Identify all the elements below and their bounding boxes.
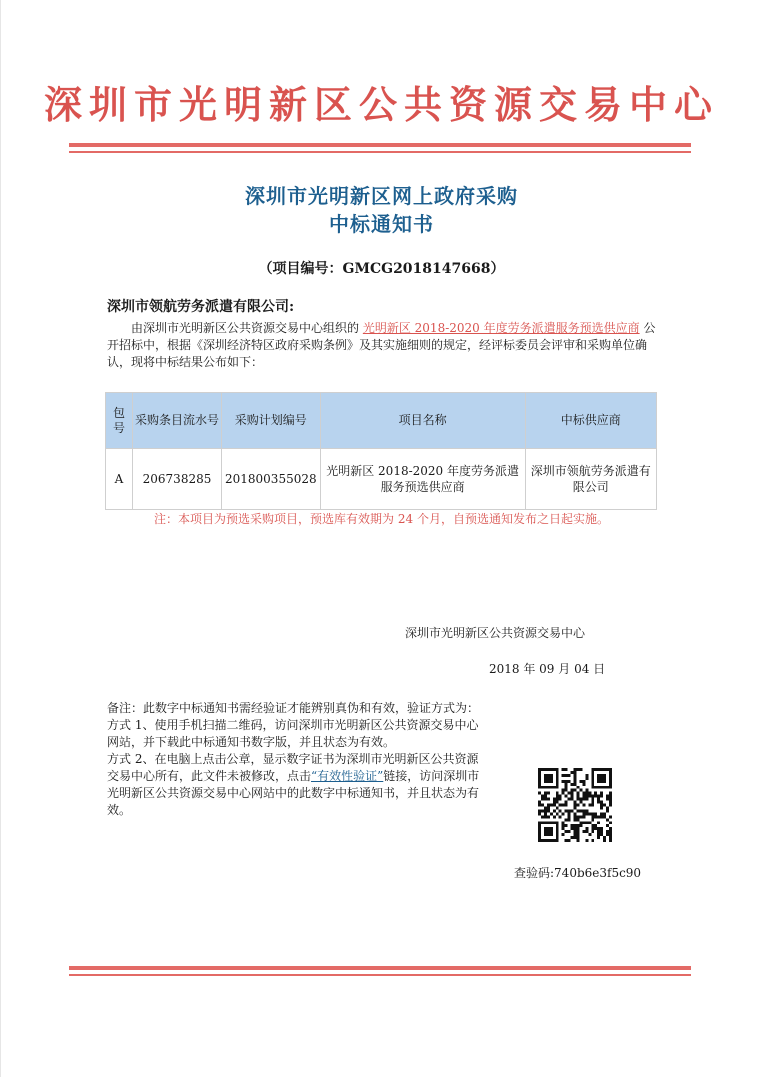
remarks-line-3a: 方式 2、在电脑上点击公章，显示数字证书为深圳市光明新区公共资源交易中心所有，此文件未被修改，点击 — [107, 752, 479, 783]
document-subtitle: 中标通知书 — [329, 212, 434, 236]
remarks-line-3b: 链接，访问深圳市光明新区公共资源交易中心网站中的此数字中标通知书，并且状态为有效。 — [107, 769, 480, 817]
header-serial: 采购条目流水号 — [133, 393, 222, 449]
intro-paragraph — [107, 320, 657, 371]
verification-code: 查验码:740b6e3f5c90 — [514, 866, 642, 880]
remarks — [107, 700, 485, 819]
header-project: 项目名称 — [320, 393, 525, 449]
cell-project: 光明新区 2018-2020 年度劳务派遣服务预选供应商 — [320, 449, 525, 510]
intro-before: 由深圳市光明新区公共资源交易中心组织的 — [131, 321, 360, 335]
cell-supplier: 深圳市领航劳务派遣有限公司 — [525, 449, 656, 510]
signature-date: 2018 年 09 月 04 日 — [489, 662, 606, 676]
project-name-link[interactable]: 光明新区 2018-2020 年度劳务派遣服务预选供应商 — [362, 321, 640, 335]
recipient: 深圳市领航劳务派遣有限公司: — [107, 299, 295, 315]
results-table — [105, 392, 657, 510]
cell-serial: 206738285 — [133, 449, 222, 510]
footer-rule-thick — [69, 966, 691, 970]
project-number: （项目编号：GMCG2018147668） — [258, 261, 505, 277]
table-row — [106, 449, 657, 510]
cell-package: A — [106, 449, 133, 510]
footer-rule-thin — [69, 974, 691, 976]
remarks-line-2: 方式 1、使用手机扫描二维码，访问深圳市光明新区公共资源交易中心网站，并下载此中标通知书数字版，并且状态为有效。 — [107, 718, 479, 749]
document-title: 深圳市光明新区网上政府采购 — [245, 184, 518, 208]
header-plan: 采购计划编号 — [222, 393, 321, 449]
table-header-row — [106, 393, 657, 449]
header-package: 包号 — [106, 393, 133, 449]
cell-plan: 201800355028 — [222, 449, 321, 510]
header-supplier: 中标供应商 — [525, 393, 656, 449]
validity-check-link[interactable]: “有效性验证” — [311, 769, 384, 783]
org-header: 深圳市光明新区公共资源交易中心 — [43, 83, 719, 127]
header-rule-thin — [69, 151, 691, 153]
intro-after: 公开招标中，根据《深圳经济特区政府采购条例》及其实施细则的规定，经评标委员会评审和采购单位确认，现将中标结果公布如下： — [107, 321, 656, 369]
remarks-line-3 — [107, 751, 485, 819]
remarks-line-1: 备注：此数字中标通知书需经验证才能辨别真伪和有效，验证方式为： — [107, 701, 480, 715]
header-rule-thick — [69, 143, 691, 147]
signature-org: 深圳市光明新区公共资源交易中心 — [405, 626, 586, 640]
qr-code-icon[interactable] — [538, 768, 612, 842]
note: 注：本项目为预选采购项目，预选库有效期为 24 个月，自预选通知发布之日起实施。 — [154, 512, 609, 526]
